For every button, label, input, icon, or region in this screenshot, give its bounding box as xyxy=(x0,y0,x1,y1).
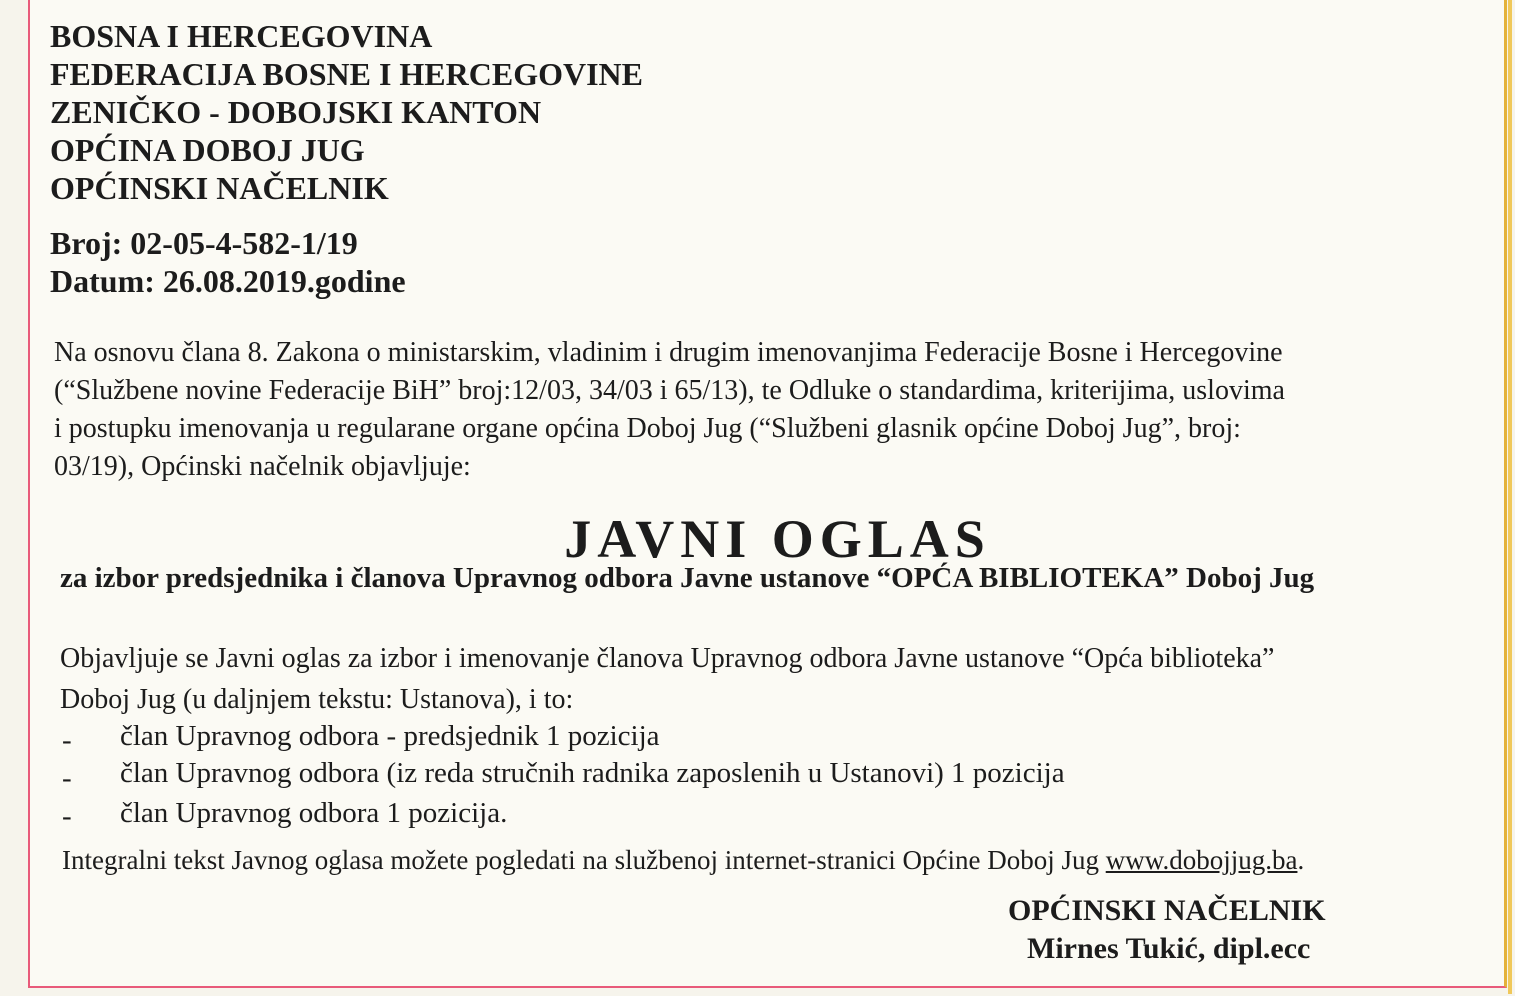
document-number: Broj: 02-05-4-582-1/19 xyxy=(50,225,358,261)
announcement-line: Objavljuje se Javni oglas za izbor i imenovanje članova Upravnog odbora Javne ustanove “Opća biblioteka” xyxy=(60,643,1275,674)
document-date: Datum: 26.08.2019.godine xyxy=(50,263,406,299)
announcement-line: Doboj Jug (u daljnjem tekstu: Ustanova), i to: xyxy=(60,684,574,715)
list-item: član Upravnog odbora (iz reda stručnih radnika zaposlenih u Ustanovi) 1 pozicija xyxy=(120,757,1065,789)
footer-text-main: Integralni tekst Javnog oglasa možete pogledati na službenoj internet-stranici Općine Doboj Jug xyxy=(62,845,1099,875)
header-office: OPĆINSKI NAČELNIK xyxy=(50,170,389,206)
notice-title: JAVNI OGLAS xyxy=(564,509,991,569)
list-bullet: - xyxy=(62,724,72,756)
signature-role: OPĆINSKI NAČELNIK xyxy=(1008,894,1326,927)
list-bullet: - xyxy=(62,800,72,832)
signature-name: Mirnes Tukić, dipl.ecc xyxy=(1027,932,1311,965)
intro-line: i postupku imenovanja u regularane organe općina Doboj Jug (“Službeni glasnik općine Doboj Jug”, broj: xyxy=(54,413,1241,444)
header-municipality: OPĆINA DOBOJ JUG xyxy=(50,132,365,168)
notice-subtitle: za izbor predsjednika i članova Upravnog odbora Javne ustanove “OPĆA BIBLIOTEKA” Doboj Jug xyxy=(60,562,1315,594)
footer-text xyxy=(62,845,1304,876)
header-federation: FEDERACIJA BOSNE I HERCEGOVINE xyxy=(50,56,643,92)
intro-line: 03/19), Općinski načelnik objavljuje: xyxy=(54,451,471,482)
list-item: član Upravnog odbora 1 pozicija. xyxy=(120,797,508,829)
header-country: BOSNA I HERCEGOVINA xyxy=(50,18,433,54)
list-bullet: - xyxy=(62,762,72,794)
intro-line: (“Službene novine Federacije BiH” broj:12/03, 34/03 i 65/13), te Odluke o standardima, kriterijima, uslovima xyxy=(54,375,1285,406)
footer-period: . xyxy=(1297,845,1305,875)
intro-line: Na osnovu člana 8. Zakona o ministarskim, vladinim i drugim imenovanjima Federacije Bosne i Hercegovine xyxy=(54,337,1283,368)
header-canton: ZENIČKO - DOBOJSKI KANTON xyxy=(50,94,542,130)
list-item: član Upravnog odbora - predsjednik 1 pozicija xyxy=(120,720,660,752)
website-link[interactable]: www.dobojjug.ba xyxy=(1105,845,1298,875)
